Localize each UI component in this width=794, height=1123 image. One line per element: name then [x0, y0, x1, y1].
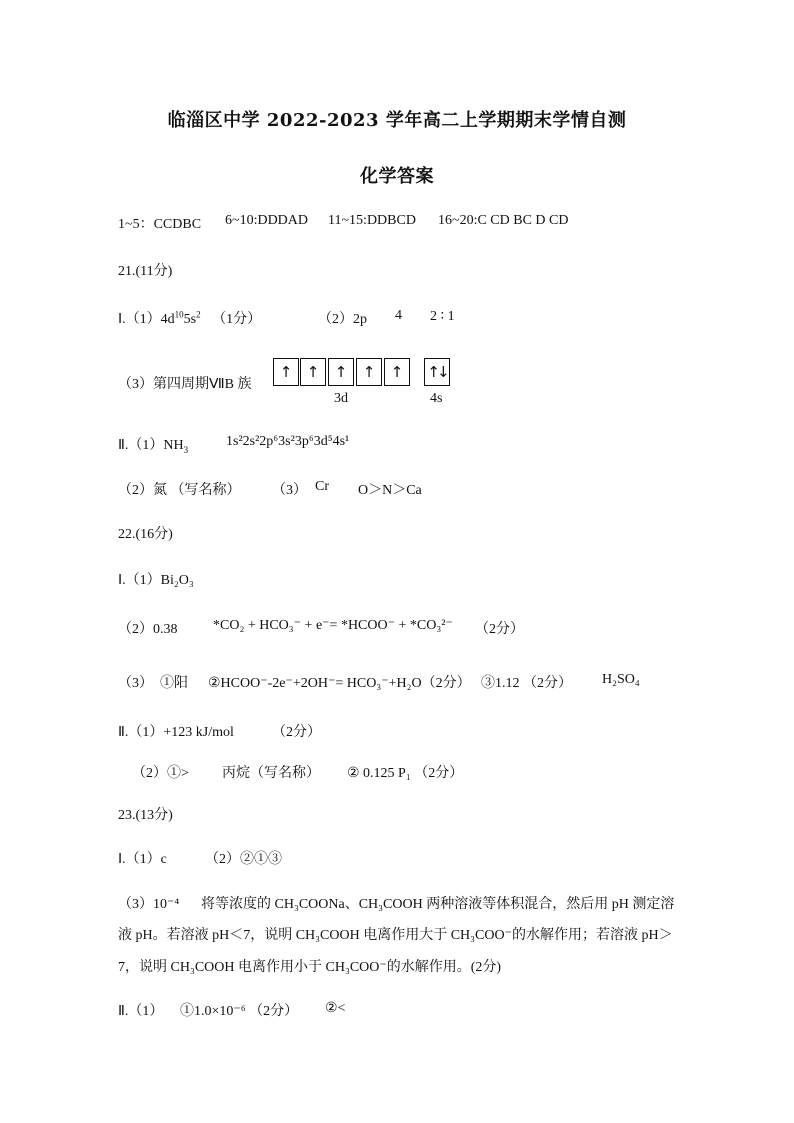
orbital-diagram-4s: [424, 358, 452, 388]
orbital-label-4s: 4s: [430, 391, 443, 406]
q21-ii-3: （3）: [272, 483, 307, 498]
q22-i-1: Ⅰ.（1）Bi₂O₃: [118, 573, 194, 588]
orbital-diagram-3d: [273, 358, 411, 388]
q22-ii-2-name: 丙烷（写名称）: [222, 766, 320, 781]
q21-ii-3-order: O＞N＞Ca: [358, 483, 422, 498]
q21-ii-1-sub: 3: [183, 444, 189, 455]
q21-i-1-text: Ⅰ.（1）4d: [118, 312, 175, 327]
q23-i-1: Ⅰ.（1）c: [118, 852, 167, 867]
q23-i-2: （2）②①③: [205, 852, 282, 867]
q22-i-2-score: （2分）: [475, 622, 524, 637]
q22-ii-2-value: ② 0.125 P₁ （2分）: [347, 766, 464, 781]
q23-i-3: （3）10⁻⁴: [118, 897, 180, 912]
q22-i-2-equation: *CO₂ + HCO₃⁻ + e⁻= *HCOO⁻ + *CO₃²⁻: [213, 618, 453, 633]
q22-ii-2: （2）①>: [132, 766, 189, 781]
orbital-box: ↑: [356, 358, 382, 386]
q23-i-3-line1: 将等浓度的 CH₃COONa、CH₃COOH 两种溶液等体积混合，然后用 pH 测定溶: [201, 897, 675, 912]
orbital-box: ↑: [384, 358, 410, 386]
q21-i-1-sup1: 10: [174, 309, 184, 320]
orbital-label-3d: 3d: [334, 391, 348, 406]
mc-group-4: 16~20:C CD BC D CD: [438, 213, 569, 228]
q22-i-3-c: ③1.12 （2分）: [481, 676, 572, 691]
orbital-box: ↑: [273, 358, 299, 386]
q21-i-1-score: （1分）: [212, 312, 262, 327]
mc-group-1: 1~5：CCDBC: [118, 217, 202, 232]
q22-i-2: （2）0.38: [118, 622, 178, 637]
q22-i-3-a: ①阳: [160, 676, 188, 691]
q21-i-1-text-b: 5s: [183, 312, 197, 327]
q21-i-3: （3）第四周期ⅦB 族: [118, 377, 252, 392]
q22-i-3: （3）: [118, 676, 153, 691]
orbital-box: ↑↓: [424, 358, 450, 386]
q22-i-3-d: H₂SO₄: [602, 672, 640, 687]
q22-ii-1: Ⅱ.（1）+123 kJ/mol: [118, 725, 234, 740]
q21-ii-1: [118, 434, 188, 454]
q21-ii-1-text: Ⅱ.（1）NH: [118, 438, 184, 453]
q22-ii-1-score: （2分）: [272, 725, 321, 740]
q22-heading: 22.(16分): [118, 527, 173, 542]
orbital-box: ↑: [328, 358, 354, 386]
mc-group-2: 6~10:DDDAD: [225, 213, 309, 228]
page-subtitle: 化学答案: [360, 166, 434, 187]
q23-i-3-line2: 液 pH。若溶液 pH＜7，说明 CH₃COOH 电离作用大于 CH₃COO⁻的水解作用；若溶液 pH＞: [118, 928, 673, 943]
q23-heading: 23.(13分): [118, 808, 173, 823]
q21-ii-2: （2）氮 （写名称）: [118, 483, 241, 498]
mc-group-3: 11~15:DDBCD: [328, 213, 416, 228]
q21-i-2-ratio: 2 ∶ 1: [430, 309, 455, 324]
page-title: 临淄区中学 2022-2023 学年高二上学期期末学情自测: [167, 110, 627, 131]
q21-i-1-sup2: 2: [196, 309, 201, 320]
q21-ii-1-config: 1s²2s²2p⁶3s²3p⁶3d⁵4s¹: [226, 434, 350, 449]
q21-i-1: [118, 308, 261, 328]
q23-ii-1: Ⅱ.（1）: [118, 1004, 164, 1019]
q23-ii-1-b: ②<: [325, 1001, 346, 1016]
q23-ii-1-a: ①1.0×10⁻⁶ （2分）: [180, 1004, 299, 1019]
q21-i-2-value: 4: [395, 308, 402, 323]
orbital-box: ↑: [300, 358, 326, 386]
q21-ii-3-element: Cr: [315, 479, 329, 494]
q21-i-2: （2）2p: [318, 312, 367, 327]
q22-i-3-b: ②HCOO⁻-2e⁻+2OH⁻= HCO₃⁻+H₂O（2分）: [208, 676, 471, 691]
q23-i-3-line3: 7，说明 CH₃COOH 电离作用小于 CH₃COO⁻的水解作用。(2分): [118, 960, 502, 975]
q21-heading: 21.(11分): [118, 264, 173, 279]
